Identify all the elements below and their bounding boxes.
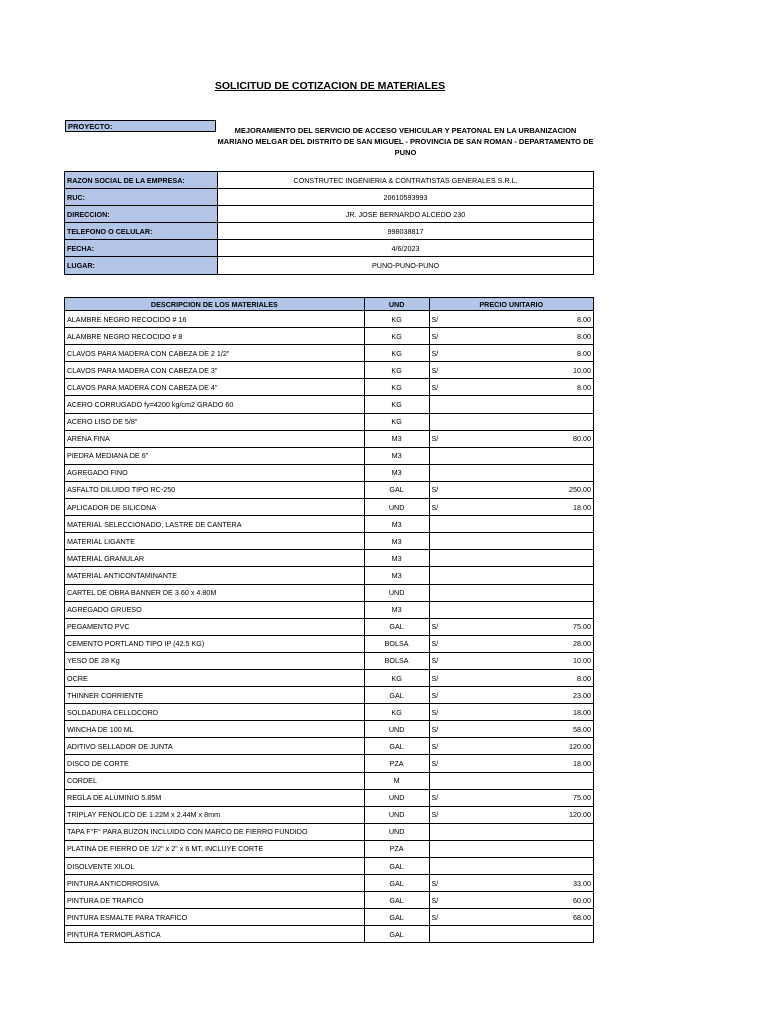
material-row xyxy=(65,567,594,584)
material-und: PZA xyxy=(364,755,429,772)
price-value: 60.00 xyxy=(573,895,591,905)
material-price-cell xyxy=(429,464,594,481)
material-und: M3 xyxy=(364,516,429,533)
material-price-cell xyxy=(429,858,594,875)
material-und: UND xyxy=(364,721,429,738)
material-row xyxy=(65,840,594,857)
material-price-cell xyxy=(429,635,594,652)
material-price-cell xyxy=(429,362,594,379)
currency-symbol: S/ xyxy=(431,724,439,734)
material-row xyxy=(65,550,594,567)
material-desc: TAPA F°F° PARA BUZON INCLUIDO CON MARCO DE FIERRO FUNDIDO xyxy=(65,823,365,840)
price-value: 23.00 xyxy=(573,690,591,700)
info-row xyxy=(65,223,594,240)
material-price-cell xyxy=(429,499,594,516)
material-desc: PLATINA DE FIERRO DE 1/2" x 2" x 6 MT, INCLUYE CORTE xyxy=(65,840,365,857)
price-value: 33.00 xyxy=(573,878,591,888)
price-value: 18.00 xyxy=(573,502,591,512)
material-price-cell xyxy=(429,311,594,328)
material-row xyxy=(65,687,594,704)
info-value: 20610593993 xyxy=(218,189,594,206)
info-label: DIRECCION: xyxy=(65,206,218,223)
info-row xyxy=(65,257,594,274)
material-und: GAL xyxy=(364,926,429,943)
material-row xyxy=(65,362,594,379)
price-value: 75.00 xyxy=(573,622,591,632)
material-und: M3 xyxy=(364,601,429,618)
material-desc: ASFALTO DILUIDO TIPO RC-250 xyxy=(65,481,365,498)
material-row xyxy=(65,789,594,806)
material-und: KG xyxy=(364,704,429,721)
material-desc: PINTURA ESMALTE PARA TRAFICO xyxy=(65,909,365,926)
material-desc: CLAVOS PARA MADERA CON CABEZA DE 2 1/2" xyxy=(65,345,365,362)
price-value: 8.00 xyxy=(577,673,591,683)
price-value: 120.00 xyxy=(569,741,591,751)
material-row xyxy=(65,704,594,721)
material-price-cell xyxy=(429,823,594,840)
currency-symbol: S/ xyxy=(431,365,439,375)
material-row xyxy=(65,516,594,533)
material-price-cell xyxy=(429,772,594,789)
material-desc: AGREGADO GRUESO xyxy=(65,601,365,618)
material-desc: CLAVOS PARA MADERA CON CABEZA DE 4" xyxy=(65,379,365,396)
material-desc: PINTURA DE TRAFICO xyxy=(65,892,365,909)
material-und: PZA xyxy=(364,840,429,857)
material-row xyxy=(65,379,594,396)
material-price-cell xyxy=(429,430,594,447)
material-desc: PINTURA ANTICORROSIVA xyxy=(65,875,365,892)
proyecto-value: MEJORAMIENTO DEL SERVICIO DE ACCESO VEHICULAR Y PEATONAL EN LA URBANIZACION MARIANO MELGAR DEL DISTRITO DE SAN MIGUEL - PROVINCIA DE SAN ROMAN - DEPARTAMENTO DE PUNO xyxy=(217,126,594,157)
material-desc: OCRE xyxy=(65,669,365,686)
material-und: KG xyxy=(364,396,429,413)
currency-symbol: S/ xyxy=(431,741,439,751)
price-value: 18.00 xyxy=(573,707,591,717)
currency-symbol: S/ xyxy=(431,810,439,820)
price-value: 18.00 xyxy=(573,758,591,768)
currency-symbol: S/ xyxy=(431,673,439,683)
info-row xyxy=(65,189,594,206)
price-value: 80.00 xyxy=(573,434,591,444)
material-desc: TRIPLAY FENOLICO DE 1.22M x 2.44M x 8mm xyxy=(65,806,365,823)
price-value: 120.00 xyxy=(569,810,591,820)
currency-symbol: S/ xyxy=(431,434,439,444)
material-price-cell xyxy=(429,738,594,755)
material-row xyxy=(65,413,594,430)
material-desc: CLAVOS PARA MADERA CON CABEZA DE 3" xyxy=(65,362,365,379)
currency-symbol: S/ xyxy=(431,895,439,905)
currency-symbol: S/ xyxy=(431,622,439,632)
info-label: LUGAR: xyxy=(65,257,218,274)
materials-table xyxy=(64,297,594,943)
material-und: KG xyxy=(364,311,429,328)
material-row xyxy=(65,430,594,447)
material-desc: ARENA FINA xyxy=(65,430,365,447)
info-value: JR. JOSE BERNARDO ALCEDO 230 xyxy=(218,206,594,223)
currency-symbol: S/ xyxy=(431,348,439,358)
material-price-cell xyxy=(429,789,594,806)
material-und: M3 xyxy=(364,430,429,447)
material-price-cell xyxy=(429,533,594,550)
material-und: M3 xyxy=(364,464,429,481)
material-desc: DISOLVENTE XILOL xyxy=(65,858,365,875)
material-und: GAL xyxy=(364,875,429,892)
material-price-cell xyxy=(429,704,594,721)
currency-symbol: S/ xyxy=(431,878,439,888)
material-desc: PINTURA TERMOPLASTICA xyxy=(65,926,365,943)
material-desc: ALAMBRE NEGRO RECOCIDO # 8 xyxy=(65,328,365,345)
material-und: M3 xyxy=(364,533,429,550)
material-desc: MATERIAL ANTICONTAMINANTE xyxy=(65,567,365,584)
material-price-cell xyxy=(429,669,594,686)
material-row xyxy=(65,652,594,669)
material-desc: MATERIAL GRANULAR xyxy=(65,550,365,567)
currency-symbol: S/ xyxy=(431,639,439,649)
info-value: 998038817 xyxy=(218,223,594,240)
material-row xyxy=(65,635,594,652)
material-desc: CEMENTO PORTLAND TIPO IP (42.5 KG) xyxy=(65,635,365,652)
info-row xyxy=(65,206,594,223)
material-und: KG xyxy=(364,413,429,430)
material-price-cell xyxy=(429,396,594,413)
material-row xyxy=(65,481,594,498)
material-price-cell xyxy=(429,926,594,943)
material-row xyxy=(65,909,594,926)
material-row xyxy=(65,926,594,943)
material-und: M3 xyxy=(364,550,429,567)
material-und: UND xyxy=(364,823,429,840)
material-desc: ALAMBRE NEGRO RECOCIDO # 16 xyxy=(65,311,365,328)
info-label: FECHA: xyxy=(65,240,218,257)
material-desc: WINCHA DE 100 ML xyxy=(65,721,365,738)
material-row xyxy=(65,345,594,362)
material-und: GAL xyxy=(364,909,429,926)
material-desc: THINNER CORRIENTE xyxy=(65,687,365,704)
material-row xyxy=(65,499,594,516)
price-value: 58.00 xyxy=(573,724,591,734)
material-desc: ACERO CORRUGADO fy=4200 kg/cm2 GRADO 60 xyxy=(65,396,365,413)
info-row xyxy=(65,240,594,257)
material-desc: PIEDRA MEDIANA DE 6" xyxy=(65,447,365,464)
material-und: BOLSA xyxy=(364,652,429,669)
material-desc: AGREGADO FINO xyxy=(65,464,365,481)
proyecto-label: PROYECTO: xyxy=(65,120,216,132)
price-value: 8.00 xyxy=(577,314,591,324)
material-row xyxy=(65,328,594,345)
currency-symbol: S/ xyxy=(431,382,439,392)
currency-symbol: S/ xyxy=(431,331,439,341)
currency-symbol: S/ xyxy=(431,690,439,700)
material-und: KG xyxy=(364,328,429,345)
info-value: 4/6/2023 xyxy=(218,240,594,257)
material-und: GAL xyxy=(364,892,429,909)
material-desc: MATERIAL LIGANTE xyxy=(65,533,365,550)
material-price-cell xyxy=(429,516,594,533)
material-row xyxy=(65,892,594,909)
material-row xyxy=(65,533,594,550)
currency-symbol: S/ xyxy=(431,793,439,803)
material-row xyxy=(65,755,594,772)
currency-symbol: S/ xyxy=(431,502,439,512)
material-price-cell xyxy=(429,755,594,772)
material-row xyxy=(65,875,594,892)
material-row xyxy=(65,396,594,413)
price-value: 10.00 xyxy=(573,656,591,666)
material-row xyxy=(65,858,594,875)
price-value: 10.00 xyxy=(573,365,591,375)
material-price-cell xyxy=(429,875,594,892)
material-desc: YESO DE 28 Kg xyxy=(65,652,365,669)
material-desc: APLICADOR DE SILICONA xyxy=(65,499,365,516)
header-und: UND xyxy=(364,298,429,311)
material-row xyxy=(65,584,594,601)
info-value: CONSTRUTEC INGENIERIA & CONTRATISTAS GENERALES S.R.L. xyxy=(218,172,594,189)
material-price-cell xyxy=(429,840,594,857)
material-price-cell xyxy=(429,345,594,362)
material-price-cell xyxy=(429,652,594,669)
price-value: 8.00 xyxy=(577,348,591,358)
material-row xyxy=(65,618,594,635)
material-und: M xyxy=(364,772,429,789)
currency-symbol: S/ xyxy=(431,314,439,324)
material-und: KG xyxy=(364,345,429,362)
price-value: 250.00 xyxy=(569,485,591,495)
material-desc: CARTEL DE OBRA BANNER DE 3.60 x 4.80M xyxy=(65,584,365,601)
material-und: KG xyxy=(364,669,429,686)
material-price-cell xyxy=(429,618,594,635)
material-und: UND xyxy=(364,584,429,601)
price-value: 8.00 xyxy=(577,331,591,341)
material-und: GAL xyxy=(364,738,429,755)
material-price-cell xyxy=(429,806,594,823)
material-price-cell xyxy=(429,413,594,430)
material-price-cell xyxy=(429,721,594,738)
info-row xyxy=(65,172,594,189)
material-price-cell xyxy=(429,379,594,396)
info-label: TELEFONO O CELULAR: xyxy=(65,223,218,240)
info-value: PUNO-PUNO-PUNO xyxy=(218,257,594,274)
material-price-cell xyxy=(429,687,594,704)
material-row xyxy=(65,601,594,618)
material-price-cell xyxy=(429,328,594,345)
page-title: SOLICITUD DE COTIZACION DE MATERIALES xyxy=(214,80,446,92)
material-price-cell xyxy=(429,481,594,498)
material-row xyxy=(65,806,594,823)
material-row xyxy=(65,738,594,755)
material-price-cell xyxy=(429,447,594,464)
header-descripcion: DESCRIPCION DE LOS MATERIALES xyxy=(65,298,365,311)
info-label: RAZON SOCIAL DE LA EMPRESA: xyxy=(65,172,218,189)
material-row xyxy=(65,721,594,738)
price-value: 8.00 xyxy=(577,382,591,392)
material-und: M3 xyxy=(364,567,429,584)
material-und: KG xyxy=(364,379,429,396)
material-price-cell xyxy=(429,601,594,618)
material-desc: MATERIAL SELECCIONADO, LASTRE DE CANTERA xyxy=(65,516,365,533)
price-value: 28.00 xyxy=(573,639,591,649)
material-row xyxy=(65,772,594,789)
material-und: GAL xyxy=(364,618,429,635)
material-desc: ACERO LISO DE 5/8" xyxy=(65,413,365,430)
material-price-cell xyxy=(429,567,594,584)
material-desc: SOLDADURA CELLOCORD xyxy=(65,704,365,721)
currency-symbol: S/ xyxy=(431,707,439,717)
material-row xyxy=(65,464,594,481)
material-und: GAL xyxy=(364,687,429,704)
price-value: 75.00 xyxy=(573,793,591,803)
material-und: BOLSA xyxy=(364,635,429,652)
material-und: UND xyxy=(364,499,429,516)
price-value: 68.00 xyxy=(573,912,591,922)
currency-symbol: S/ xyxy=(431,758,439,768)
material-price-cell xyxy=(429,550,594,567)
header-precio: PRECIO UNITARIO xyxy=(429,298,594,311)
material-desc: PEGAMENTO PVC xyxy=(65,618,365,635)
material-row xyxy=(65,823,594,840)
material-row xyxy=(65,447,594,464)
material-desc: DISCO DE CORTE xyxy=(65,755,365,772)
materials-header-row xyxy=(65,298,594,311)
currency-symbol: S/ xyxy=(431,485,439,495)
material-und: UND xyxy=(364,806,429,823)
material-desc: ADITIVO SELLADOR DE JUNTA xyxy=(65,738,365,755)
material-price-cell xyxy=(429,892,594,909)
material-und: KG xyxy=(364,362,429,379)
material-desc: CORDEL xyxy=(65,772,365,789)
currency-symbol: S/ xyxy=(431,656,439,666)
material-price-cell xyxy=(429,909,594,926)
material-row xyxy=(65,311,594,328)
material-price-cell xyxy=(429,584,594,601)
info-label: RUC: xyxy=(65,189,218,206)
material-desc: REGLA DE ALUMINIO 5.85M xyxy=(65,789,365,806)
currency-symbol: S/ xyxy=(431,912,439,922)
material-und: M3 xyxy=(364,447,429,464)
material-und: GAL xyxy=(364,858,429,875)
material-und: UND xyxy=(364,789,429,806)
company-info-table xyxy=(64,171,594,275)
material-und: GAL xyxy=(364,481,429,498)
material-row xyxy=(65,669,594,686)
